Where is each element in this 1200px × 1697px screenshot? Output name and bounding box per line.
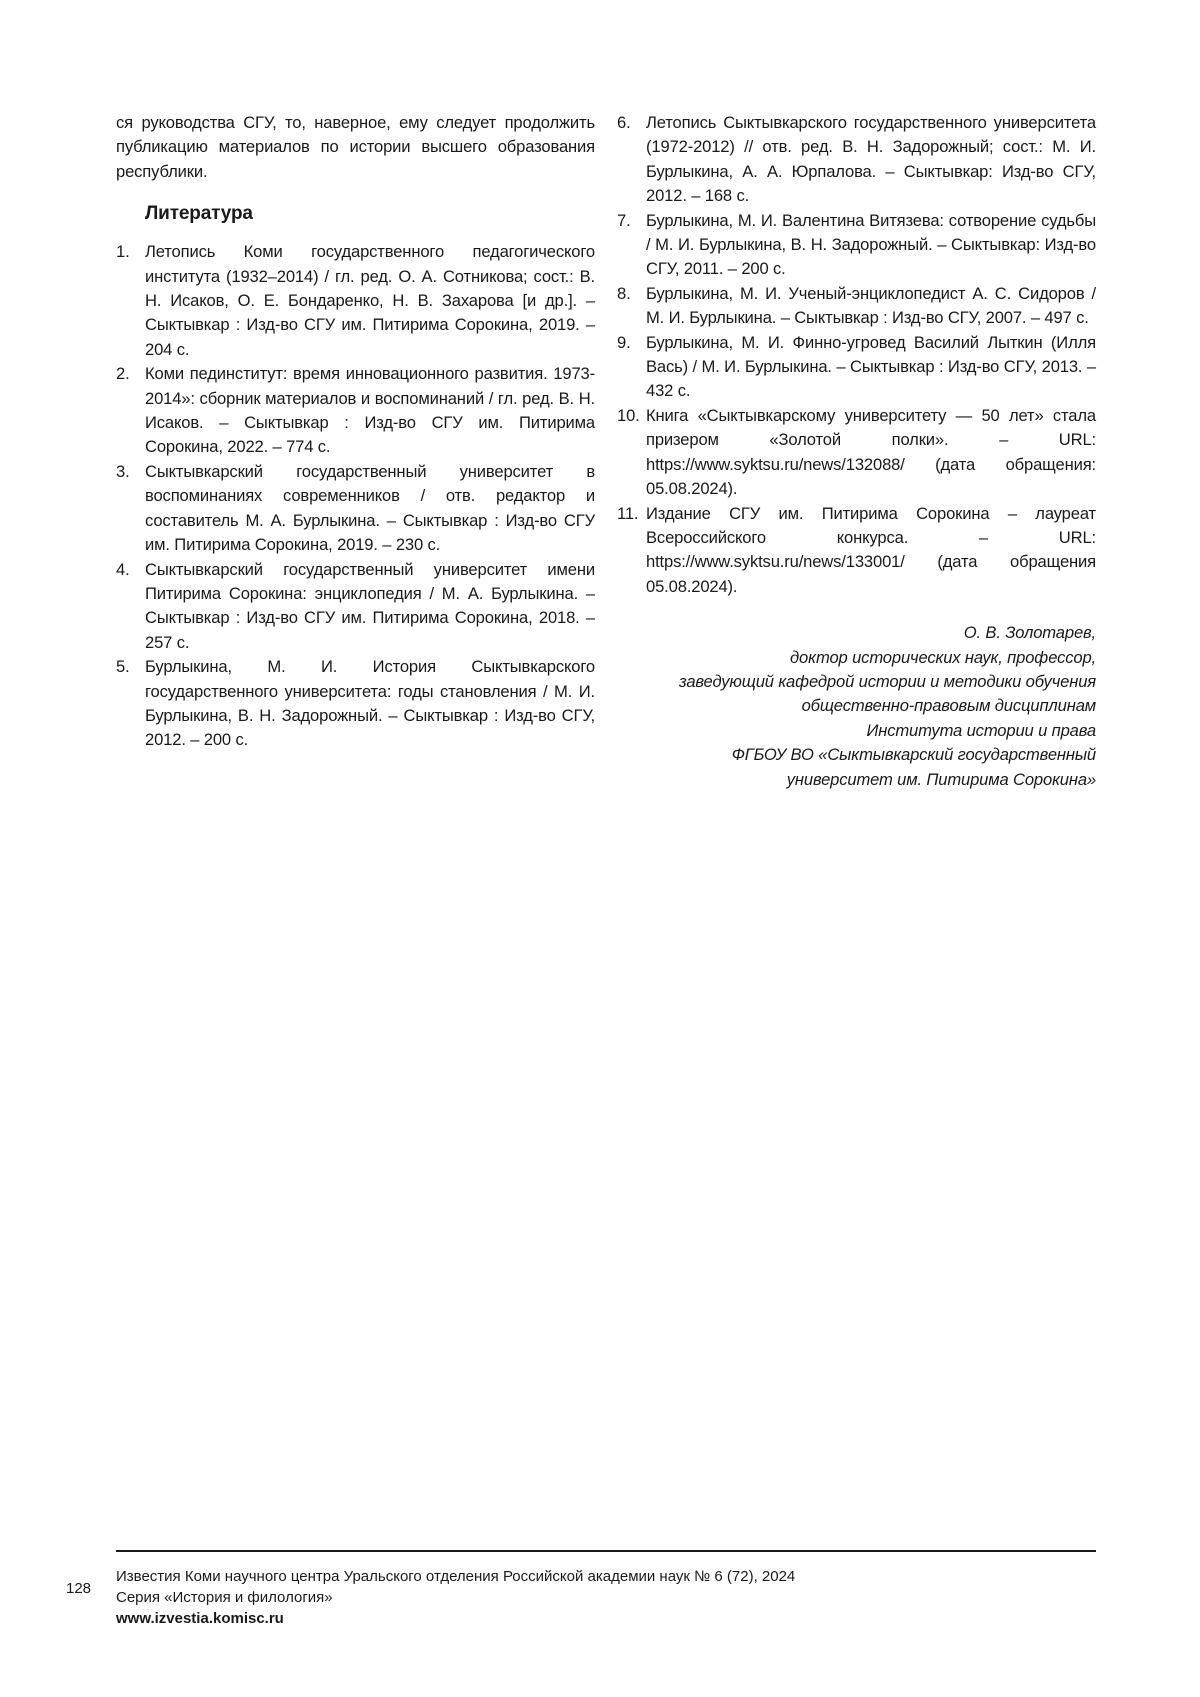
page-number: 128 xyxy=(66,1580,92,1597)
footer xyxy=(116,1566,795,1629)
reference-item xyxy=(617,404,1096,502)
reference-text: Книга «Сыктывкарскому университету — 50 лет» стала призером «Золотой полки». – URL: https://www.syktsu.ru/news/132088/ (дата обращения: 05.08.2024). xyxy=(646,405,1096,499)
reference-item xyxy=(116,240,595,362)
reference-number: 4. xyxy=(116,559,130,579)
reference-item xyxy=(116,655,595,753)
reference-text: Бурлыкина, М. И. Финно-угровед Василий Лыткин (Илля Вась) / М. И. Бурлыкина. – Сыктывкар : Изд-во СГУ, 2013. – 432 с. xyxy=(646,332,1096,401)
reference-number: 10. xyxy=(617,405,640,425)
footer-divider xyxy=(116,1550,1096,1552)
reference-number: 2. xyxy=(116,364,130,384)
reference-item xyxy=(617,502,1096,600)
reference-item xyxy=(116,362,595,460)
reference-text: Сыктывкарский государственный университет в воспоминаниях современников / отв. редактор и составитель М. А. Бурлыкина. – Сыктывкар : Изд-во СГУ им. Питирима Сорокина, 2019. – 230 с. xyxy=(145,461,595,555)
reference-item xyxy=(617,331,1096,404)
reference-item xyxy=(116,558,595,656)
reference-text: Бурлыкина, М. И. Ученый-энциклопедист А. С. Сидоров / М. И. Бурлыкина. – Сыктывкар : Изд-во СГУ, 2007. – 497 с. xyxy=(646,283,1096,328)
journal-url: www.izvestia.komisc.ru xyxy=(116,1610,284,1627)
reference-text: Коми пединститут: время инновационного развития. 1973-2014»: сборник материалов и воспоминаний / гл. ред. В. Н. Исаков. – Сыктывкар : Изд-во СГУ им. Питирима Сорокина, 2022. – 774 с. xyxy=(145,364,595,457)
left-column xyxy=(116,111,595,753)
author-affiliation-line: общественно-правовым дисциплинам xyxy=(801,696,1096,716)
reference-number: 11. xyxy=(617,503,639,523)
intro-paragraph: ся руководства СГУ, то, наверное, ему следует продолжить публикацию материалов по истории высшего образования республики. xyxy=(116,113,595,181)
reference-text: Бурлыкина, М. И. Валентина Витязева: сотворение судьбы / М. И. Бурлыкина, В. Н. Задорожный. – Сыктывкар: Изд-во СГУ, 2011. – 200 с. xyxy=(646,210,1096,279)
author-affiliation-line: заведующий кафедрой истории и методики обучения xyxy=(678,671,1096,691)
reference-text: Сыктывкарский государственный университет имени Питирима Сорокина: энциклопедия / М. А. Бурлыкина. – Сыктывкар : Изд-во СГУ им. Питирима Сорокина, 2018. – 257 с. xyxy=(145,559,595,652)
reference-item xyxy=(116,460,595,558)
reference-text: Летопись Сыктывкарского государственного университета (1972-2012) // отв. ред. В. Н. Задорожный; сост.: М. И. Бурлыкина, А. А. Юрпалова. – Сыктывкар: Изд-во СГУ, 2012. – 168 с. xyxy=(646,113,1096,206)
reference-number: 8. xyxy=(617,283,631,303)
references-list-left xyxy=(116,240,595,753)
references-list-right xyxy=(617,111,1096,599)
reference-number: 3. xyxy=(116,461,130,481)
references-heading: Литература xyxy=(145,203,253,225)
reference-item xyxy=(617,209,1096,282)
author-affiliation-line: Института истории и права xyxy=(866,720,1096,740)
journal-title: Известия Коми научного центра Уральского отделения Российской академии наук № 6 (72), 2024 xyxy=(116,1568,796,1585)
reference-text: Летопись Коми государственного педагогического института (1932–2014) / гл. ред. О. А. Сотникова; сост.: В. Н. Исаков, О. Е. Бондаренко, Н. В. Захарова [и др.]. – Сыктывкар : Изд-во СГУ им. Питирима Сорокина, 2019. – 204 с. xyxy=(145,242,595,359)
reference-number: 6. xyxy=(617,113,631,132)
reference-text: Издание СГУ им. Питирима Сорокина – лауреат Всероссийского конкурса. – URL: https://www.syktsu.ru/news/133001/ (дата обращения 05.08.2024). xyxy=(646,503,1096,596)
reference-number: 5. xyxy=(116,657,130,677)
reference-item xyxy=(617,111,1096,209)
reference-number: 9. xyxy=(617,332,631,352)
author-signature xyxy=(617,621,1096,792)
reference-number: 1. xyxy=(116,242,130,262)
reference-item xyxy=(617,282,1096,331)
author-affiliation-line: ФГБОУ ВО «Сыктывкарский государственный xyxy=(731,745,1096,765)
journal-series: Серия «История и филология» xyxy=(116,1589,333,1606)
right-column xyxy=(617,111,1096,792)
reference-number: 7. xyxy=(617,210,631,230)
author-affiliation-line: университет им. Питирима Сорокина» xyxy=(786,769,1096,789)
author-affiliation-line: доктор исторических наук, профессор, xyxy=(790,647,1096,667)
author-name: О. В. Золотарев, xyxy=(963,623,1096,643)
reference-text: Бурлыкина, М. И. История Сыктывкарского государственного университета: годы становления / М. И. Бурлыкина, В. Н. Задорожный. – Сыктывкар : Изд-во СГУ, 2012. – 200 с. xyxy=(145,657,595,750)
